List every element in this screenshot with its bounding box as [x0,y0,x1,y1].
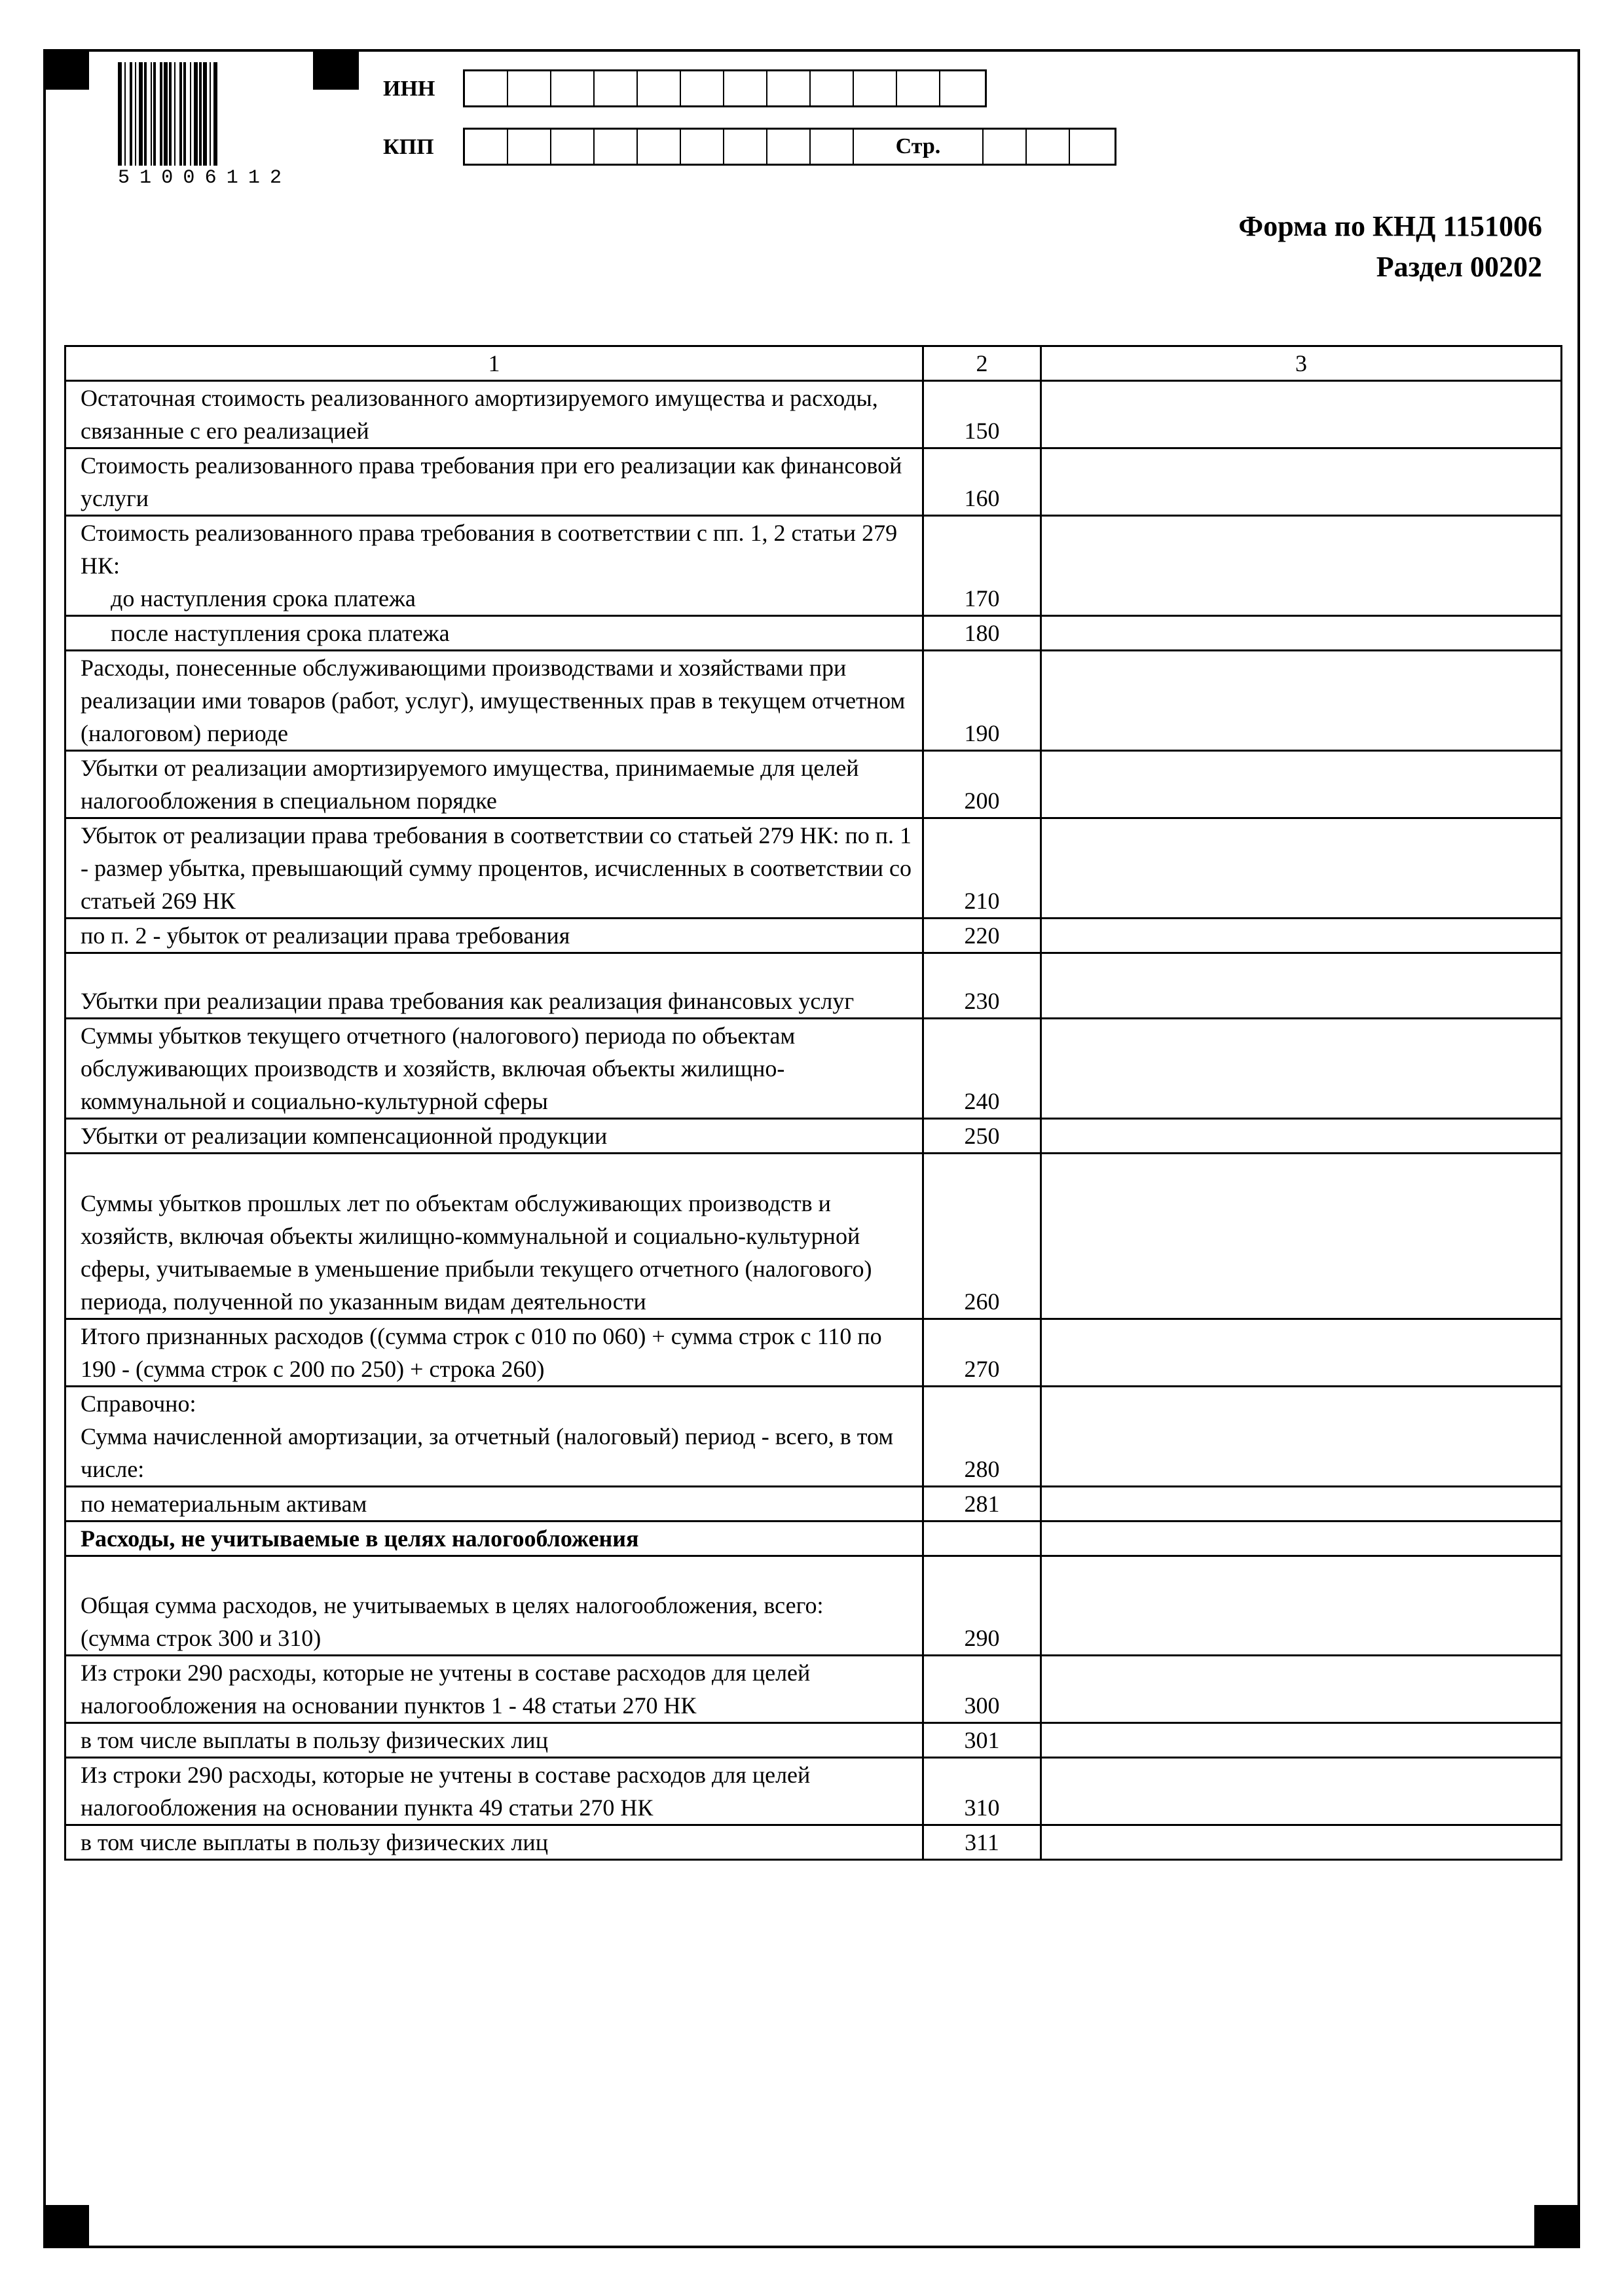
page-cell[interactable] [1070,130,1113,164]
row-code: 150 [923,381,1041,448]
row-code: 180 [923,616,1041,651]
row-name-text: Стоимость реализованного права требования при его реализации как финансовой услуги [81,452,902,511]
row-name [65,1758,923,1825]
row-name-text: Расходы, понесенные обслуживающими производствами и хозяйствами при реализации ими товаров (работ, услуг), имущественных прав в текущем отчетном (налоговом) периоде [81,655,906,746]
row-value-cell [1041,1522,1562,1556]
row-name-text: Стоимость реализованного права требования в соответствии с пп. 1, 2 статьи 279 НК: [81,520,898,579]
barcode-bars [118,62,282,166]
row-code: 190 [923,651,1041,751]
row-name [65,651,923,751]
barcode-digit: 5 [118,167,130,189]
row-name-text: Убытки при реализации права требования как реализация финансовых услуг [81,988,855,1014]
kpp-cell[interactable] [551,130,595,164]
inn-field[interactable] [463,69,987,107]
table-row [65,1556,1562,1656]
table-row [65,1154,1562,1319]
inn-cell[interactable] [551,71,595,105]
inn-cell[interactable] [638,71,681,105]
inn-cell[interactable] [595,71,638,105]
barcode-digit: 2 [269,167,282,189]
table-row [65,953,1562,1019]
row-name [65,818,923,919]
page-cell[interactable] [984,130,1027,164]
barcode-digit: 1 [226,167,238,189]
corner-marker-top-left [43,49,89,90]
row-name [65,1019,923,1119]
row-value-cell[interactable] [1041,616,1562,651]
page-cell[interactable] [1027,130,1070,164]
row-name-text: Убыток от реализации права требования в соответствии со статьей 279 НК: по п. 1 - размер убытка, превышающий сумму процентов, исчисленных в соответствии со статьей 269 НК [81,822,912,914]
kpp-cell[interactable] [681,130,724,164]
row-code: 270 [923,1319,1041,1387]
row-value-cell[interactable] [1041,1019,1562,1119]
table-row [65,818,1562,919]
row-value-cell[interactable] [1041,651,1562,751]
row-name [65,1723,923,1758]
barcode-digit: 0 [161,167,174,189]
row-code: 311 [923,1825,1041,1860]
inn-cell[interactable] [767,71,811,105]
table-row [65,1319,1562,1387]
row-name-text: в том числе выплаты в пользу физических лиц [81,1727,548,1753]
row-name-text: Итого признанных расходов ((сумма строк с 010 по 060) + сумма строк с 110 по 190 - (сумма строк с 200 по 250) + строка 260) [81,1323,882,1382]
row-code: 301 [923,1723,1041,1758]
kpp-cell[interactable] [595,130,638,164]
row-name-text: Остаточная стоимость реализованного амортизируемого имущества и расходы, связанные с его реализацией [81,385,878,444]
inn-cell[interactable] [811,71,854,105]
table-row [65,448,1562,516]
barcode [118,62,282,187]
inn-cell[interactable] [940,71,984,105]
row-code: 210 [923,818,1041,919]
row-code: 220 [923,919,1041,953]
form-knd-title: Форма по КНД 1151006 [1238,210,1542,242]
row-subtext: (сумма строк 300 и 310) [81,1625,322,1651]
table-row [65,1387,1562,1487]
row-name [65,1556,923,1656]
row-code [923,1522,1041,1556]
kpp-label: КПП [383,135,434,159]
row-code: 240 [923,1019,1041,1119]
row-value-cell[interactable] [1041,1487,1562,1522]
barcode-digit: 1 [139,167,152,189]
row-subtext: Сумма начисленной амортизации, за отчетный (налоговый) период - всего, в том числе: [81,1423,894,1482]
row-value-cell[interactable] [1041,1758,1562,1825]
inn-cell[interactable] [465,71,508,105]
row-name-text: по нематериальным активам [81,1491,367,1517]
frame-left [43,49,46,2248]
row-value-cell[interactable] [1041,1154,1562,1319]
kpp-cell[interactable] [465,130,508,164]
row-value-cell[interactable] [1041,1387,1562,1487]
row-value-cell[interactable] [1041,1825,1562,1860]
table-row [65,1487,1562,1522]
inn-cell[interactable] [897,71,940,105]
row-name [65,1487,923,1522]
barcode-digits [118,168,282,188]
table-row [65,1723,1562,1758]
row-code: 290 [923,1556,1041,1656]
table-row [65,651,1562,751]
row-name-text: Убытки от реализации компенсационной продукции [81,1123,608,1149]
row-value-cell[interactable] [1041,818,1562,919]
row-name [65,1154,923,1319]
row-code: 170 [923,516,1041,616]
frame-bottom [43,2246,1580,2248]
row-name [65,448,923,516]
corner-marker-top-center [313,49,359,90]
row-value-cell[interactable] [1041,919,1562,953]
kpp-cell[interactable] [724,130,767,164]
frame-right [1577,49,1580,2248]
row-code: 300 [923,1656,1041,1723]
row-name [65,919,923,953]
row-name [65,1319,923,1387]
row-name-text: Суммы убытков текущего отчетного (налогового) периода по объектам обслуживающих производств и хозяйств, включая объекты жилищно-коммунальной и социально-культурной сферы [81,1023,796,1114]
row-name-text: по п. 2 - убыток от реализации права требования [81,922,570,949]
row-name [65,381,923,448]
row-name [65,1825,923,1860]
row-name-text: Из строки 290 расходы, которые не учтены в составе расходов для целей налогообложения на основании пунктов 1 - 48 статьи 270 НК [81,1660,811,1719]
row-name-text: после наступления срока платежа [111,620,450,646]
row-name [65,751,923,818]
row-name-text: в том числе выплаты в пользу физических лиц [81,1829,548,1855]
row-name-text: Суммы убытков прошлых лет по объектам обслуживающих производств и хозяйств, включая объекты жилищно-коммунальной и социально-культурной сферы, учитываемые в уменьшение прибыли текущего отчетного (налогового) периода, полученной по указанным видам деятельности [81,1190,872,1315]
row-name-text: Расходы, не учитываемые в целях налогообложения [81,1525,639,1552]
frame-top [43,49,1580,52]
row-code: 281 [923,1487,1041,1522]
row-name-text: Общая сумма расходов, не учитываемых в целях налогообложения, всего: [81,1592,824,1618]
kpp-cell[interactable] [508,130,551,164]
inn-label: ИНН [383,77,435,101]
inn-cell[interactable] [508,71,551,105]
inn-cell[interactable] [724,71,767,105]
table-row [65,616,1562,651]
table-row [65,1656,1562,1723]
row-name [65,1522,923,1556]
column-header: 1 [65,346,923,381]
row-name [65,616,923,651]
row-name [65,1119,923,1154]
table-row [65,751,1562,818]
table-row [65,1758,1562,1825]
kpp-cell[interactable] [638,130,681,164]
row-code: 280 [923,1387,1041,1487]
row-value-cell[interactable] [1041,1723,1562,1758]
row-name-text: Убытки от реализации амортизируемого имущества, принимаемые для целей налогообложения в специальном порядке [81,755,859,814]
table-row [65,1119,1562,1154]
table-row [65,1522,1562,1556]
table-row [65,919,1562,953]
table-header-row [65,346,1562,381]
row-code: 260 [923,1154,1041,1319]
kpp-field[interactable] [463,128,1116,166]
row-value-cell[interactable] [1041,1119,1562,1154]
inn-cell[interactable] [681,71,724,105]
page-label: Стр. [854,130,984,164]
row-code: 230 [923,953,1041,1019]
form-section-title: Раздел 00202 [1376,251,1542,283]
row-value-cell[interactable] [1041,1556,1562,1656]
expenses-table [64,345,1562,1861]
row-subtext: до наступления срока платежа [111,585,416,611]
row-code: 200 [923,751,1041,818]
row-name [65,953,923,1019]
corner-marker-bottom-left [43,2205,89,2246]
corner-marker-bottom-right [1534,2205,1580,2246]
row-value-cell[interactable] [1041,1319,1562,1387]
barcode-digit: 0 [183,167,195,189]
row-code: 160 [923,448,1041,516]
row-code: 250 [923,1119,1041,1154]
row-name-text: Из строки 290 расходы, которые не учтены в составе расходов для целей налогообложения на основании пункта 49 статьи 270 НК [81,1762,811,1821]
kpp-cell[interactable] [811,130,854,164]
kpp-cell[interactable] [767,130,811,164]
table-row [65,1825,1562,1860]
row-value-cell[interactable] [1041,751,1562,818]
row-code: 310 [923,1758,1041,1825]
row-value-cell[interactable] [1041,516,1562,616]
row-value-cell[interactable] [1041,381,1562,448]
table-row [65,1019,1562,1119]
barcode-bar [217,62,219,166]
row-name-text: Справочно: [81,1391,196,1417]
table-row [65,516,1562,616]
barcode-digit: 6 [204,167,217,189]
row-value-cell[interactable] [1041,1656,1562,1723]
column-header: 3 [1041,346,1562,381]
row-value-cell[interactable] [1041,953,1562,1019]
table-row [65,381,1562,448]
row-value-cell[interactable] [1041,448,1562,516]
row-name [65,516,923,616]
row-name [65,1656,923,1723]
row-name [65,1387,923,1487]
inn-cell[interactable] [854,71,897,105]
column-header: 2 [923,346,1041,381]
barcode-digit: 1 [248,167,260,189]
